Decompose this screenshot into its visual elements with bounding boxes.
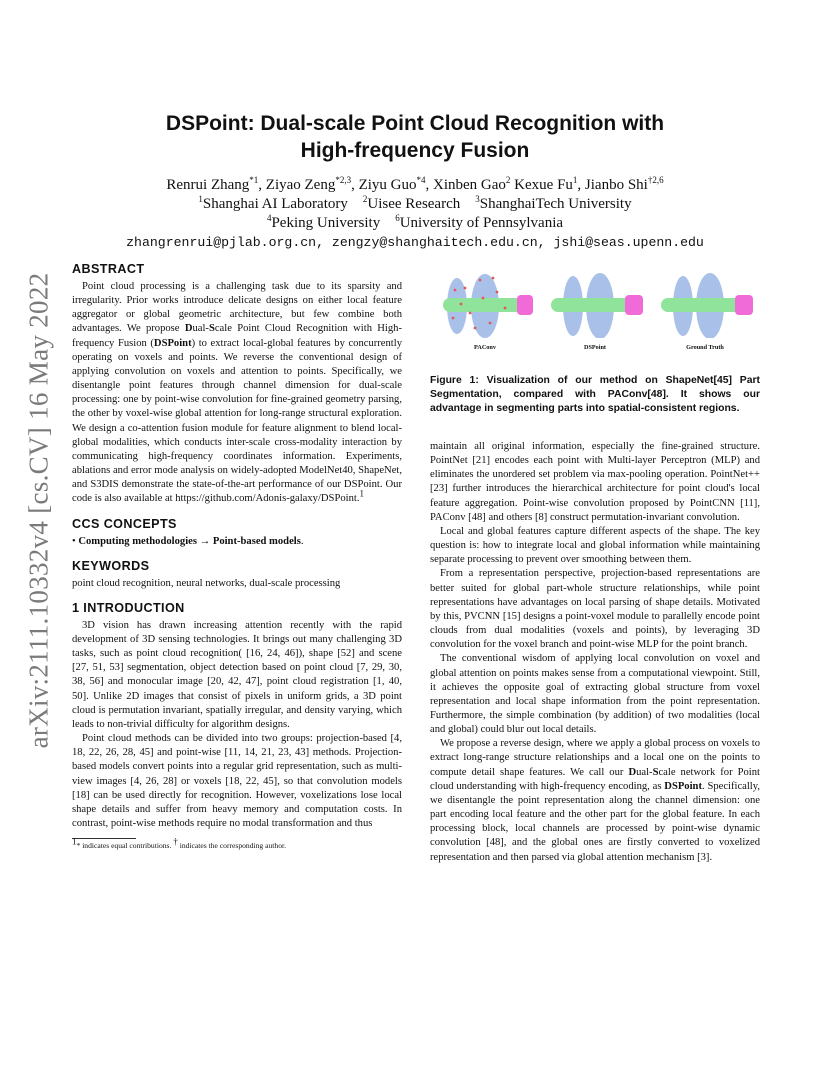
right-paragraph-4: The conventional wisdom of applying local convolution on voxel and global attention on points makes sense from a computational viewpoint. Still, it achieves the opposite goal of extracting global structure from voxel representation and local shape information from the point representation. Furthermore, the simple combination (by addition) of two modalities (local and global) could blur out local details. <box>430 653 760 736</box>
abstract-heading: ABSTRACT <box>72 262 145 276</box>
figure-1 <box>430 262 760 416</box>
figure-caption: Figure 1: Visualization of our method on ShapeNet[45] Part Segmentation, compared with PAConv[48]. It shows our advantage in segmenting parts into spatial-consistent regions. <box>430 375 760 414</box>
intro-paragraph-2: Point cloud methods can be divided into two groups: projection-based [4, 18, 22, 26, 28, 45] and point-wise [11, 14, 21, 23, 43] methods. Projection-based models convert points into a regular grid representation, such as multi-view images [4, 26, 28] or voxels [18, 22, 45], so that convolution models [18] can be used directly for recognition. However, voxelizations lose local shape details and suffer from heavy memory and computation costs. In contrast, point-wise methods require no modal transformation and thus <box>72 733 402 829</box>
dspoint-airplane-image <box>545 268 645 338</box>
right-paragraph-2: Local and global features capture different aspects of the shape. The key question is: how to integrate local and global information while maintaining separate processing to prevent over smoothing between them. <box>430 525 760 566</box>
figure-label-ground-truth: Ground Truth <box>686 344 724 351</box>
paconv-airplane-image <box>435 268 535 338</box>
affiliations-line-1: $^1$Shanghai AI Laboratory $^2$Uisee Research $^3$ShanghaiTech University <box>198 194 632 212</box>
author-block <box>90 176 740 252</box>
figure-label-dspoint: DSPoint <box>583 344 606 351</box>
right-paragraph-5: We propose a reverse design, where we apply a global process on voxels to extract long-range structure relationships and a local one on the points to compute detail shape features. We call our Dual-Scale network for Point cloud understanding with high-frequency encoding, as DSPoint. Specifically, we disentangle the point representation along the channel dimension: one part encoding local feature and the other part for the global feature. In each processing block, local channels are processed by point-wise dynamic convolution [48], and the global ones are firstly converted to voxelized representation and then parsed via global attention mechanism [3]. <box>430 738 761 863</box>
ccs-heading: CCS CONCEPTS <box>72 516 177 531</box>
title-line-2: High-frequency Fusion <box>300 139 530 162</box>
intro-paragraph-1: 3D vision has drawn increasing attention recently with the rapid development of 3D sensing technologies. It brings out many challenging 3D tasks, such as point cloud recognition( [16, 24, 46]), shape [52] and scene [27, 51, 53] segmentation, object detection based on point cloud [7, 29, 30, 38, 56] and monocular image [20, 42, 47], point cloud registration [1, 40, 50]. Unlike 2D images that consist of pixels in uniform grids, a 3D point cloud is permutation invariant, spatially irregular, and density varying, which leads to non-trivial difficulty for algorithm designs. <box>72 619 402 730</box>
figure-image <box>430 262 760 358</box>
right-column-text <box>430 440 760 865</box>
right-paragraph-1: maintain all original information, especially the fine-grained structure. PointNet [21] encodes each point with Multi-layer Perceptron (MLP) and eliminates the unordered set problem via max-pooling operation. PointNet++ [23] further introduces the hierarchical architecture for point cloud's local feature aggregation. Point-wise convolution proposed by PointCNN [11], PAConv [48] and others [8] construct permutation-invariant convolution. <box>430 441 760 523</box>
left-column <box>72 262 402 851</box>
paper-title <box>90 110 740 164</box>
arxiv-sidebar-stamp <box>14 250 64 770</box>
ccs-concepts: • Computing methodologies → Point-based models. <box>72 535 304 547</box>
footnote-rule <box>72 838 136 839</box>
abstract-body: Point cloud processing is a challenging task due to its sparsity and irregularity. Prior works introduce delicate designs on either local feature aggregator or global geometric architecture, but few combine both advantages. We propose Dual-Scale Point Cloud Recognition with High-frequency Fusion (DSPoint) to extract local-global features by concurrently operating on voxels and points. We reverse the conventional design of applying convolution on voxels and attention to points. Specifically, we disentangle point features through channel dimension for dual-scale processing: one by point-wise convolution for fine-grained geometry parsing, the other by voxel-wise global attention for long-range structural exploration. We design a co-attention fusion module for feature alignment to blend local-global modalities, which conducts inter-scale cross-modality interaction by communicating high-frequency coordinates information. Experiments, ablations and error mode analysis on widely-adopted ModelNet40, ShapeNet, and S3DIS demonstrate the state-of-the-art performance of our DSPoint. Our code is also available at https://github.com/Adonis-galaxy/DSPoint.$^1$ <box>72 281 402 505</box>
author-emails: zhangrenrui@pjlab.org.cn, zengzy@shanghaitech.edu.cn, jshi@seas.upenn.edu <box>126 235 704 250</box>
figure-label-paconv: PAConv <box>474 344 496 351</box>
keywords-list: point cloud recognition, neural networks, dual-scale processing <box>72 577 341 589</box>
right-paragraph-3: From a representation perspective, projection-based representations are better suited for global part-whole structure relationships, while point representations have advantages on local parsing of shape details. Motivated by this, PVCNN [15] designs a point-voxel module to parallelly encode point clouds from dual modalities (voxels and points), by leveraging 3D convolution for the voxel branch and point-wise MLP for the point branch. <box>430 568 760 651</box>
ground-truth-airplane-image <box>655 268 755 338</box>
intro-heading: 1 INTRODUCTION <box>72 600 185 615</box>
affiliations-line-2: $^4$Peking University $^6$University of Pennsylvania <box>266 213 564 231</box>
footnote: $^1$* indicates equal contributions. † indicates the corresponding author. <box>72 836 286 851</box>
keywords-heading: KEYWORDS <box>72 558 150 573</box>
author-names: Renrui Zhang$^{*1}$, Ziyao Zeng$^{*2,3}$, Ziyu Guo$^{*4}$, Xinben Gao$^2$ Kexue Fu$^1$, Jianbo Shi$^{\dagger 2,6}$ <box>166 175 664 193</box>
arxiv-id: arXiv:2111.10332v4 [cs.CV] 16 May 2022 <box>23 272 54 748</box>
title-line-1: DSPoint: Dual-scale Point Cloud Recognition with <box>165 112 665 135</box>
